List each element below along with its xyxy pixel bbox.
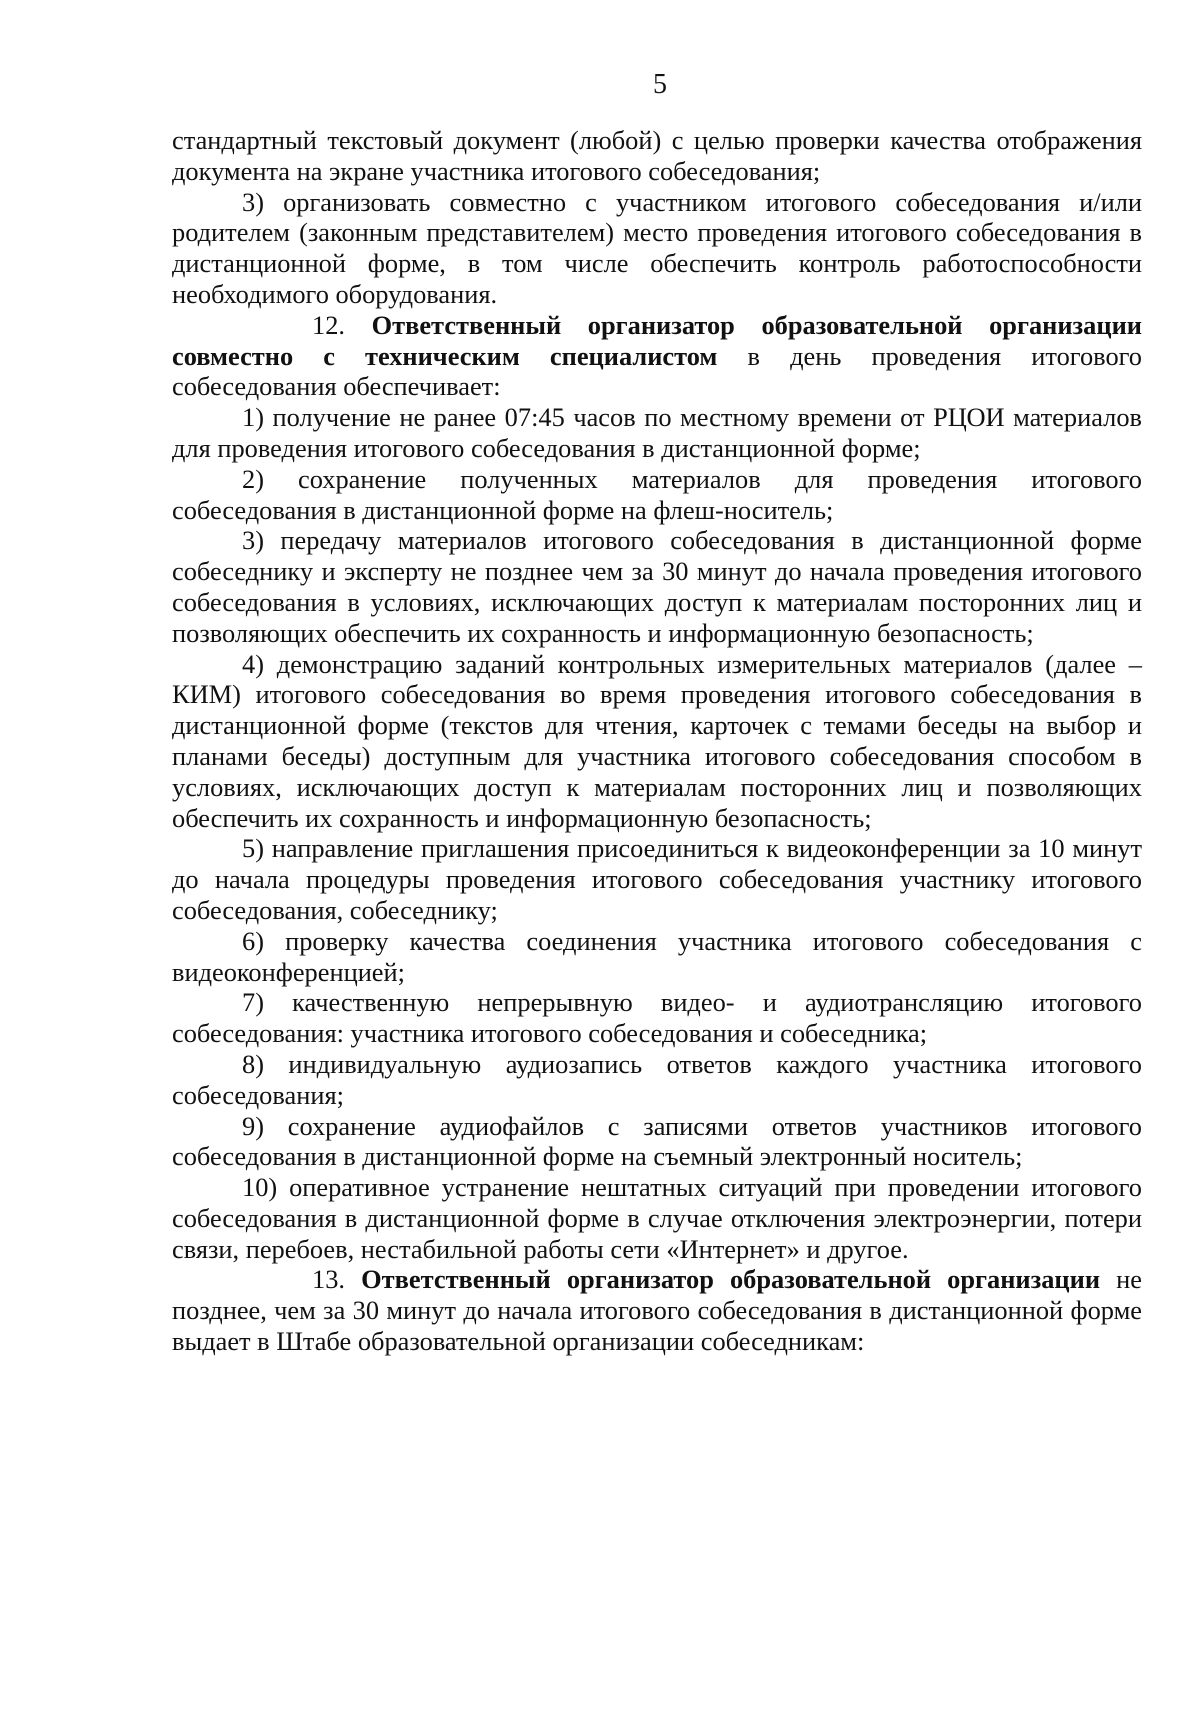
continuation-paragraph: стандартный текстовый документ (любой) с целью проверки качества отображения документа на экране участника итогового собеседования; — [172, 125, 1142, 186]
section-12-item: 2) сохранение полученных материалов для проведения итогового собеседования в дистанционной форме на флеш-носитель; — [172, 463, 1142, 525]
section-12-item: 9) сохранение аудиофайлов с записями ответов участников итогового собеседования в дистанционной форме на съемный электронный носитель; — [172, 1110, 1142, 1172]
paragraph-item-3-organize: 3) организовать совместно с участником итогового собеседования и/или родителем (законным представителем) место проведения итогового собеседования в дистанционной форме, в том числе обеспечить контроль работоспособности необходимого оборудования. — [172, 186, 1142, 309]
section-12-item: 10) оперативное устранение нештатных ситуаций при проведении итогового собеседования в дистанционной форме в случае отключения электроэнергии, потери связи, перебоев, нестабильной работы сети «Интернет» и другое. — [172, 1172, 1142, 1264]
section-12-number: 12. — [312, 309, 345, 340]
section-12-item: 4) демонстрацию заданий контрольных измерительных материалов (далее – КИМ) итогового собеседования во время проведения итогового собеседования в дистанционной форме (текстов для чтения, карточек с темами беседы на выбор и планами беседы) доступным для участника итогового собеседования способом в условиях, исключающих доступ к материалам посторонних лиц и позволяющих обеспечить их сохранность и информационную безопасность; — [172, 648, 1142, 833]
section-12-bold-lead: Ответственный организатор образовательной организации совместно с техническим специалистом — [172, 309, 1142, 371]
section-12-item: 1) получение не ранее 07:45 часов по местному времени от РЦОИ материалов для проведения итогового собеседования в дистанционной форме; — [172, 402, 1142, 463]
section-13-bold-lead: Ответственный организатор образовательной организации — [361, 1264, 1101, 1295]
page-number: 5 — [653, 69, 667, 100]
section-12-item: 7) качественную непрерывную видео- и аудиотрансляцию итогового собеседования: участника итогового собеседования и собеседника; — [172, 987, 1142, 1049]
section-13-heading — [172, 1264, 1142, 1356]
section-12-item: 8) индивидуальную аудиозапись ответов каждого участника итогового собеседования; — [172, 1048, 1142, 1110]
document-body — [172, 125, 1142, 1357]
section-12-heading — [172, 310, 1142, 402]
section-12-item: 3) передачу материалов итогового собеседования в дистанционной форме собеседнику и эксперту не позднее чем за 30 минут до начала проведения итогового собеседования в условиях, исключающих доступ к материалам посторонних лиц и позволяющих обеспечить их сохранность и информационную безопасность; — [172, 525, 1142, 648]
section-13-number: 13. — [312, 1264, 345, 1295]
section-12-item: 6) проверку качества соединения участника итогового собеседования с видеоконференцией; — [172, 925, 1142, 987]
section-12-rest: в день проведения итогового собеседования обеспечивает: — [172, 340, 1142, 402]
section-12-item: 5) направление приглашения присоединиться к видеоконференции за 10 минут до начала процедуры проведения итогового собеседования участнику итогового собеседования, собеседнику; — [172, 833, 1142, 925]
section-13-rest: не позднее, чем за 30 минут до начала итогового собеседования в дистанционной форме выдает в Штабе образовательной организации собеседникам: — [172, 1264, 1142, 1357]
